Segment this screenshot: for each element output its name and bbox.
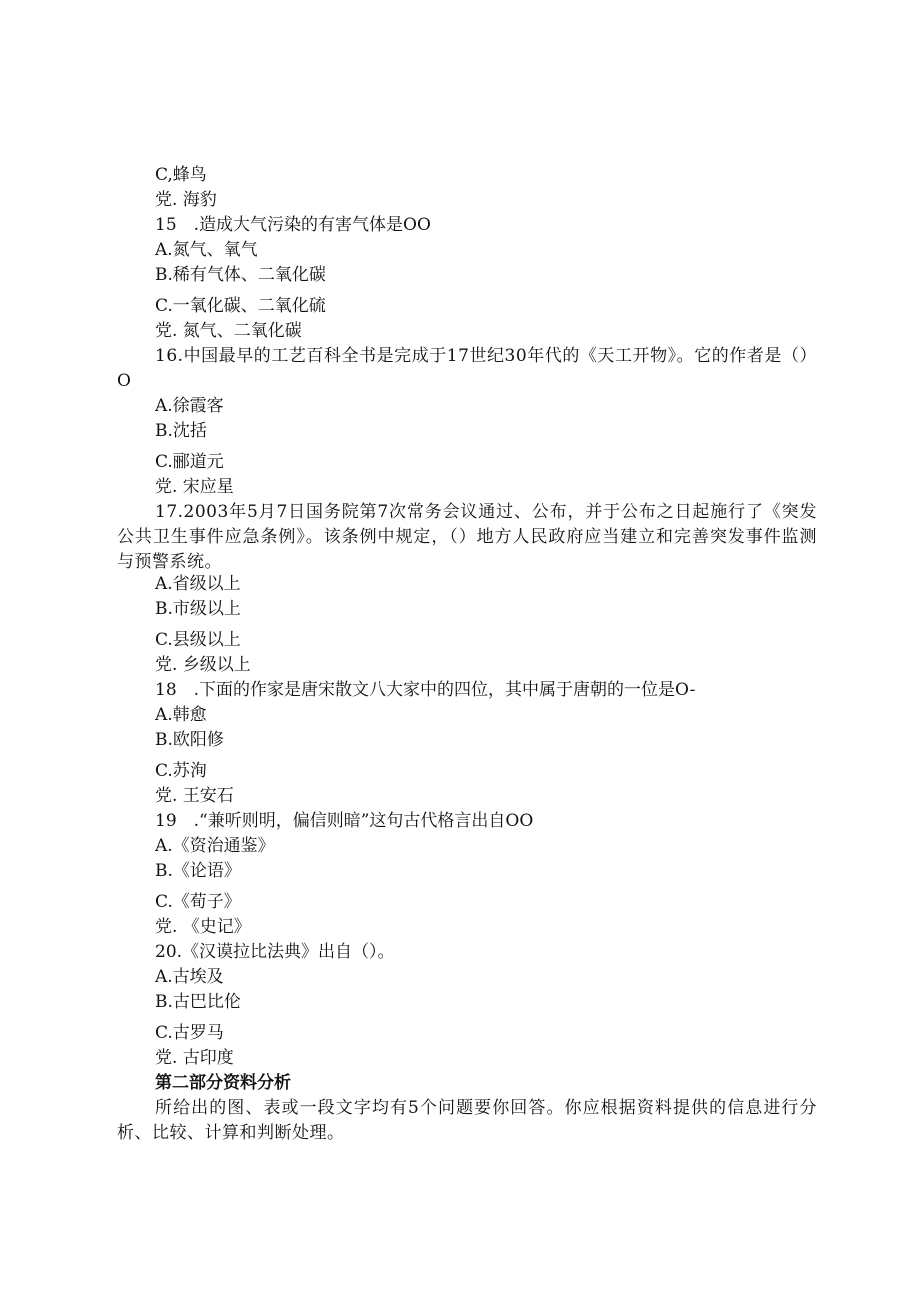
- q19-option-b: B.《论语》: [155, 861, 241, 881]
- option-d-previous: 党. 海豹: [155, 190, 217, 210]
- question-15: 15 .造成大气污染的有害气体是OO: [155, 215, 431, 235]
- q16-option-d: 党. 宋应星: [155, 477, 234, 497]
- q19-option-c: C.《荀子》: [155, 892, 241, 912]
- q20-option-a: A.古埃及: [155, 967, 224, 987]
- q19-option-d: 党. 《史记》: [155, 917, 251, 937]
- section-title: 第二部分资料分析: [155, 1073, 291, 1093]
- q20-option-b: B.古巴比伦: [155, 992, 241, 1012]
- q18-option-d: 党. 王安石: [155, 786, 234, 806]
- question-18: 18 .下面的作家是唐宋散文八大家中的四位，其中属于唐朝的一位是O-: [155, 680, 696, 700]
- q17-option-d: 党. 乡级以上: [155, 655, 251, 675]
- q15-option-d: 党. 氮气、二氧化碳: [155, 321, 302, 341]
- question-16: 16.中国最早的工艺百科全书是完成于17世纪30年代的《天工开物》。它的作者是（）O: [117, 346, 817, 391]
- q15-option-a: A.氮气、氧气: [155, 240, 258, 260]
- question-17: 17.2003年5月7日国务院第7次常务会议通过、公布，并于公布之日起施行了《突发公共卫生事件应急条例》。该条例中规定，（）地方人民政府应当建立和完善突发事件监测与预警系统。: [117, 502, 817, 572]
- q15-option-c: C.一氧化碳、二氧化硫: [155, 296, 326, 316]
- question-20: 20.《汉谟拉比法典》出自（）。: [155, 942, 395, 962]
- q17-option-a: A.省级以上: [155, 574, 241, 594]
- option-c-previous: C,蜂鸟: [155, 165, 207, 185]
- question-19: 19 .“兼听则明，偏信则暗”这句古代格言出自OO: [155, 811, 534, 831]
- q16-option-b: B.沈括: [155, 421, 207, 441]
- q20-option-c: C.古罗马: [155, 1023, 224, 1043]
- q16-option-c: C.郦道元: [155, 452, 224, 472]
- q20-option-d: 党. 古印度: [155, 1048, 234, 1068]
- q18-option-b: B.欧阳修: [155, 730, 224, 750]
- q17-option-c: C.县级以上: [155, 630, 241, 650]
- section-intro: 所给出的图、表或一段文字均有5个问题要你回答。你应根据资料提供的信息进行分析、比较、计算和判断处理。: [117, 1098, 817, 1143]
- q19-option-a: A.《资治通鉴》: [155, 836, 275, 856]
- q18-option-c: C.苏洵: [155, 761, 207, 781]
- q18-option-a: A.韩愈: [155, 705, 207, 725]
- q15-option-b: B.稀有气体、二氧化碳: [155, 265, 326, 285]
- q16-option-a: A.徐霞客: [155, 396, 224, 416]
- q17-option-b: B.市级以上: [155, 599, 241, 619]
